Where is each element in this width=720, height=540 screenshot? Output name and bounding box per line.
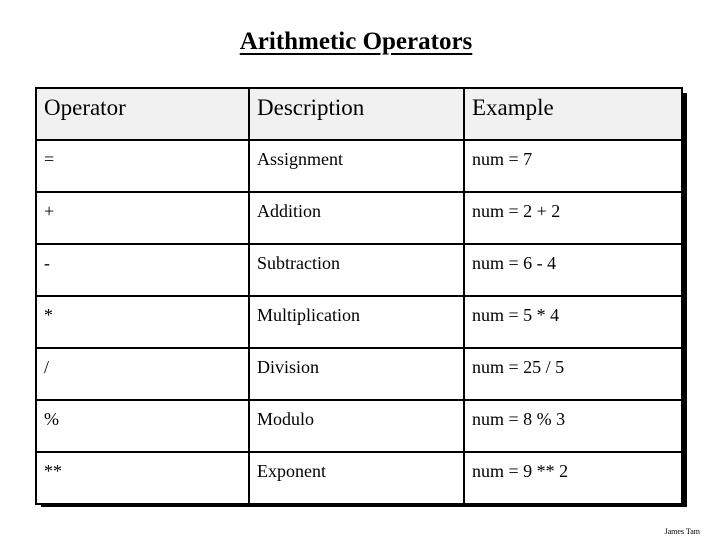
table-row xyxy=(36,400,682,452)
table-row xyxy=(36,452,682,504)
example-cell: num = 8 % 3 xyxy=(464,400,682,452)
table-row xyxy=(36,192,682,244)
page-title: Arithmetic Operators xyxy=(239,28,473,55)
table-row xyxy=(36,296,682,348)
operator-cell: + xyxy=(36,192,249,244)
column-header-example: Example xyxy=(464,88,682,140)
table-row xyxy=(36,244,682,296)
operator-cell: / xyxy=(36,348,249,400)
example-cell: num = 7 xyxy=(464,140,682,192)
header-row xyxy=(36,88,682,140)
description-cell: Assignment xyxy=(249,140,464,192)
operator-cell: = xyxy=(36,140,249,192)
description-cell: Modulo xyxy=(249,400,464,452)
operator-cell: % xyxy=(36,400,249,452)
description-cell: Exponent xyxy=(249,452,464,504)
author-credit: James Tam xyxy=(664,527,700,536)
description-cell: Division xyxy=(249,348,464,400)
column-header-operator: Operator xyxy=(36,88,249,140)
table-row xyxy=(36,140,682,192)
example-cell: num = 25 / 5 xyxy=(464,348,682,400)
description-cell: Multiplication xyxy=(249,296,464,348)
column-header-description: Description xyxy=(249,88,464,140)
example-cell: num = 5 * 4 xyxy=(464,296,682,348)
table-row xyxy=(36,348,682,400)
example-cell: num = 6 - 4 xyxy=(464,244,682,296)
example-cell: num = 2 + 2 xyxy=(464,192,682,244)
operators-table xyxy=(35,87,683,505)
description-cell: Addition xyxy=(249,192,464,244)
example-cell: num = 9 ** 2 xyxy=(464,452,682,504)
operator-cell: - xyxy=(36,244,249,296)
operator-cell: ** xyxy=(36,452,249,504)
operator-cell: * xyxy=(36,296,249,348)
description-cell: Subtraction xyxy=(249,244,464,296)
